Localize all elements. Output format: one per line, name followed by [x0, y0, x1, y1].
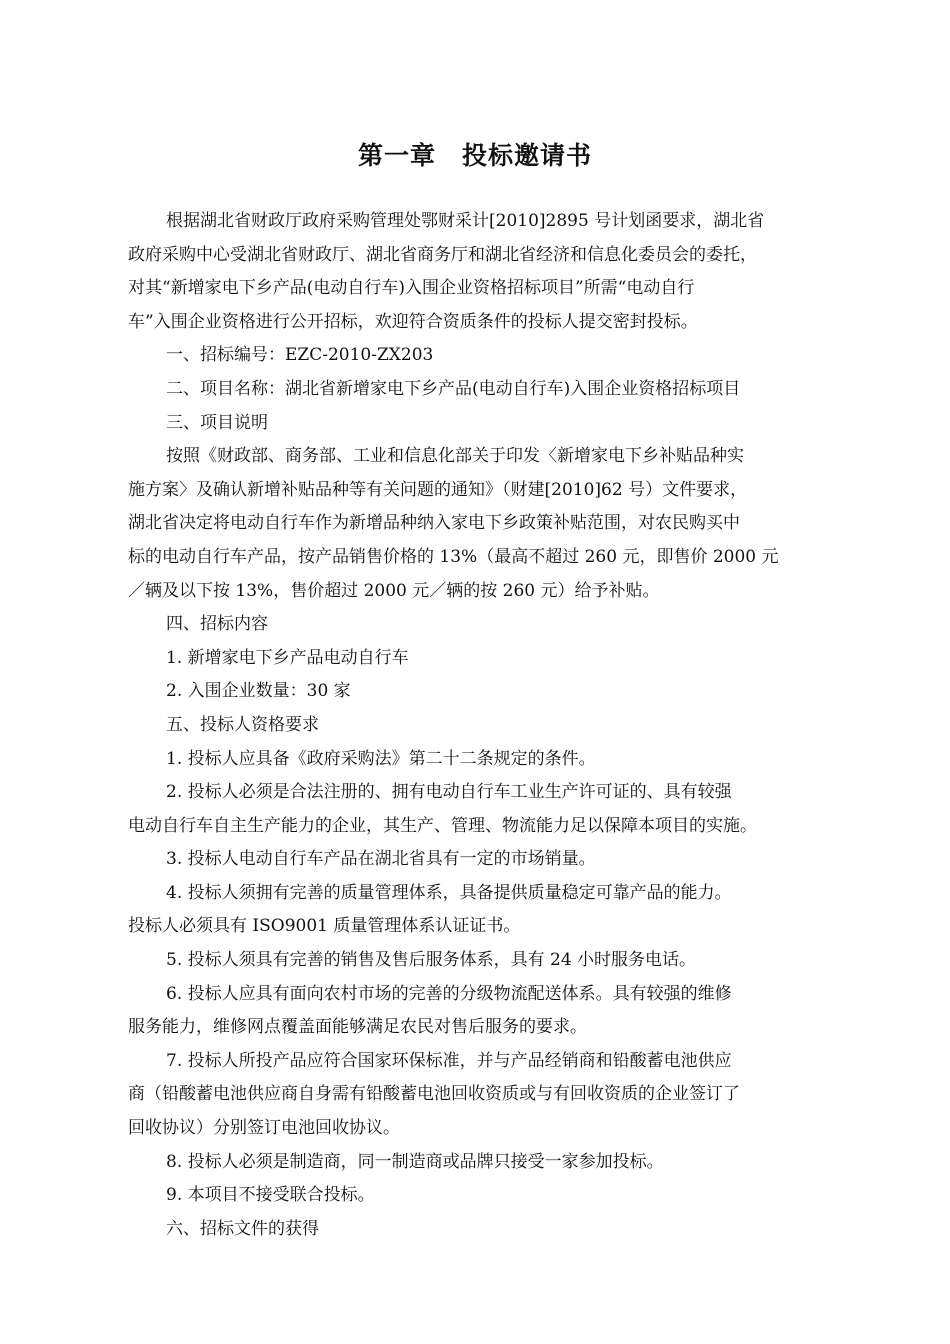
list-item: 4. 投标人须拥有完善的质量管理体系，具备提供质量稳定可靠产品的能力。 [166, 882, 732, 903]
section-heading: 六、招标文件的获得 [166, 1218, 319, 1239]
paragraph-line: 回收协议）分别签订电池回收协议。 [128, 1118, 400, 1139]
list-item: 7. 投标人所投产品应符合国家环保标准，并与产品经销商和铅酸蓄电池供应 [166, 1050, 732, 1071]
chapter-title: 第一章 投标邀请书 [357, 141, 592, 170]
paragraph-line: 投标人必须具有 ISO9001 质量管理体系认证证书。 [128, 916, 521, 937]
paragraph-line: 服务能力，维修网点覆盖面能够满足农民对售后服务的要求。 [128, 1017, 587, 1038]
list-item: 9. 本项目不接受联合投标。 [166, 1185, 375, 1206]
list-item: 2. 投标人必须是合法注册的、拥有电动自行车工业生产许可证的、具有较强 [166, 782, 732, 803]
list-item: 8. 投标人必须是制造商，同一制造商或品牌只接受一家参加投标。 [166, 1151, 664, 1172]
section-heading: 五、投标人资格要求 [166, 714, 319, 735]
list-item: 6. 投标人应具有面向农村市场的完善的分级物流配送体系。具有较强的维修 [166, 983, 732, 1004]
list-item: 2. 入围企业数量：30 家 [166, 681, 351, 702]
paragraph-line: 商（铅酸蓄电池供应商自身需有铅酸蓄电池回收资质或与有回收资质的企业签订了 [128, 1084, 740, 1105]
list-item: 5. 投标人须具有完善的销售及售后服务体系，具有 24 小时服务电话。 [166, 950, 697, 971]
paragraph-line: 湖北省决定将电动自行车作为新增品种纳入家电下乡政策补贴范围，对农民购买中 [128, 513, 740, 534]
paragraph-line: ／辆及以下按 13%，售价超过 2000 元／辆的按 260 元）给予补贴。 [128, 580, 660, 601]
section-heading: 三、项目说明 [166, 412, 268, 433]
paragraph-line: 车”入围企业资格进行公开招标，欢迎符合资质条件的投标人提交密封投标。 [128, 311, 698, 332]
paragraph-line: 对其“新增家电下乡产品(电动自行车)入围企业资格招标项目”所需“电动自行 [128, 278, 695, 299]
paragraph-line: 按照《财政部、商务部、工业和信息化部关于印发〈新增家电下乡补贴品种实 [166, 446, 744, 467]
project-name: 二、项目名称：湖北省新增家电下乡产品(电动自行车)入围企业资格招标项目 [166, 378, 741, 399]
paragraph-line: 标的电动自行车产品，按产品销售价格的 13%（最高不超过 260 元，即售价 2000 元 [128, 546, 779, 567]
bid-number: 一、招标编号：EZC-2010-ZX203 [166, 345, 434, 366]
list-item: 3. 投标人电动自行车产品在湖北省具有一定的市场销量。 [166, 849, 596, 870]
paragraph-line: 电动自行车自主生产能力的企业，其生产、管理、物流能力足以保障本项目的实施。 [128, 815, 757, 836]
section-heading: 四、招标内容 [166, 614, 268, 635]
paragraph-line: 根据湖北省财政厅政府采购管理处鄂财采计[2010]2895 号计划函要求，湖北省 [166, 211, 765, 231]
paragraph-line: 政府采购中心受湖北省财政厅、湖北省商务厅和湖北省经济和信息化委员会的委托， [128, 244, 757, 265]
list-item: 1. 新增家电下乡产品电动自行车 [166, 647, 409, 668]
paragraph-line: 施方案〉及确认新增补贴品种等有关问题的通知》（财建[2010]62 号）文件要求， [128, 479, 748, 500]
list-item: 1. 投标人应具备《政府采购法》第二十二条规定的条件。 [166, 748, 596, 769]
document-body [128, 205, 833, 1246]
